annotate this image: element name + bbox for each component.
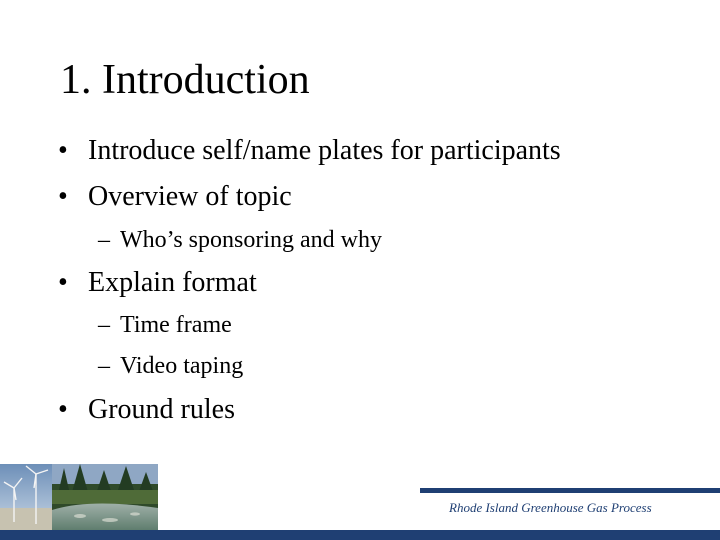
bullet-text: Ground rules	[88, 394, 235, 425]
sub-bullet-item	[98, 225, 382, 255]
bullet-text: Introduce self/name plates for participants	[88, 135, 561, 166]
wind-turbine-river-image	[0, 464, 158, 530]
sub-bullet-marker: –	[98, 353, 110, 379]
bullet-item	[58, 134, 561, 168]
sub-bullet-marker: –	[98, 312, 110, 338]
bullet-marker: •	[58, 135, 68, 166]
bullet-text: Explain format	[88, 267, 257, 298]
sub-bullet-text: Time frame	[120, 312, 232, 338]
bullet-marker: •	[58, 267, 68, 298]
bullet-text: Overview of topic	[88, 181, 292, 212]
sub-bullet-text: Video taping	[120, 353, 244, 379]
bullet-item	[58, 266, 257, 300]
bullet-item	[58, 393, 235, 427]
sub-bullet-marker: –	[98, 227, 110, 253]
sub-bullet-item	[98, 351, 243, 381]
footer-caption: Rhode Island Greenhouse Gas Process	[449, 500, 652, 515]
footer-divider	[420, 488, 720, 493]
footer-bar	[0, 530, 720, 540]
bullet-marker: •	[58, 181, 68, 212]
bullet-item	[58, 180, 292, 214]
sub-bullet-item	[98, 310, 232, 340]
landscape-photo	[0, 464, 158, 530]
slide-title: 1. Introduction	[60, 57, 310, 103]
bullet-marker: •	[58, 394, 68, 425]
sub-bullet-text: Who’s sponsoring and why	[120, 227, 382, 253]
